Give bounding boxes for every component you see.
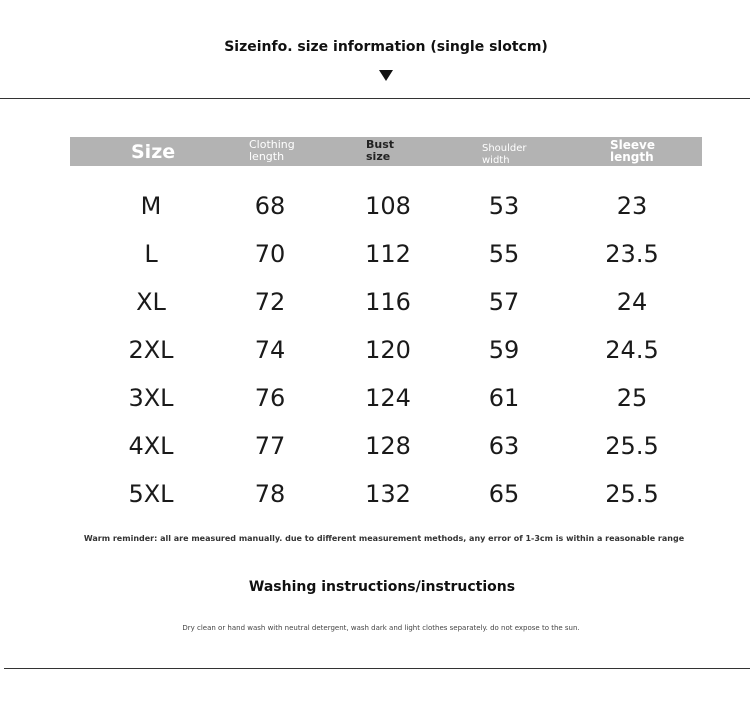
header-bust-size: [366, 139, 394, 168]
table-header: [70, 137, 702, 166]
cell-sleeve-length: 23: [616, 192, 648, 220]
cell-bust-size: 124: [365, 384, 411, 412]
cell-sleeve-length: 24: [616, 288, 648, 316]
cell-size: L: [144, 240, 158, 268]
header-sleeve-length-line1: Sleeve: [610, 138, 655, 152]
cell-clothing-length: 78: [254, 480, 286, 508]
cell-clothing-length: 74: [254, 336, 286, 364]
cell-size: 5XL: [128, 480, 174, 508]
header-sleeve-length: [610, 139, 655, 168]
header-clothing-length-line1: Clothing: [249, 138, 295, 151]
table-row: [70, 479, 702, 509]
header-bust-size-line2: size: [366, 150, 391, 163]
cell-bust-size: 120: [365, 336, 411, 364]
table-row: [70, 335, 702, 365]
cell-shoulder-width: 57: [488, 288, 520, 316]
cell-sleeve-length: 25: [616, 384, 648, 412]
header-shoulder-width-line1: Shoulder: [482, 143, 527, 154]
cell-clothing-length: 68: [254, 192, 286, 220]
cell-clothing-length: 72: [254, 288, 286, 316]
header-bust-size-line1: Bust: [366, 138, 395, 151]
cell-shoulder-width: 61: [488, 384, 520, 412]
cell-size: 4XL: [128, 432, 174, 460]
page-title: Sizeinfo. size information (single slotcm): [224, 39, 548, 55]
header-sleeve-length-line2: length: [610, 150, 654, 164]
cell-sleeve-length: 23.5: [605, 240, 659, 268]
cell-shoulder-width: 59: [488, 336, 520, 364]
cell-sleeve-length: 25.5: [605, 480, 659, 508]
header-clothing-length: [249, 139, 295, 168]
cell-size: XL: [136, 288, 166, 316]
cell-bust-size: 108: [365, 192, 411, 220]
cell-shoulder-width: 55: [488, 240, 520, 268]
table-row: [70, 239, 702, 269]
cell-shoulder-width: 65: [488, 480, 520, 508]
measurement-reminder: Warm reminder: all are measured manually. due to different measurement methods, any error of 1-3cm is within a reasonable range: [83, 534, 685, 543]
down-arrow-icon: [379, 70, 393, 81]
cell-shoulder-width: 53: [488, 192, 520, 220]
cell-size: 3XL: [128, 384, 174, 412]
cell-clothing-length: 77: [254, 432, 286, 460]
top-divider: [0, 98, 750, 99]
cell-sleeve-length: 24.5: [605, 336, 659, 364]
cell-sleeve-length: 25.5: [605, 432, 659, 460]
cell-size: M: [140, 192, 162, 220]
cell-shoulder-width: 63: [488, 432, 520, 460]
header-shoulder-width: [482, 143, 527, 172]
cell-clothing-length: 70: [254, 240, 286, 268]
table-row: [70, 191, 702, 221]
cell-clothing-length: 76: [254, 384, 286, 412]
header-clothing-length-line2: length: [249, 150, 285, 163]
header-shoulder-width-line2: width: [482, 155, 510, 166]
header-size: Size: [131, 141, 176, 163]
bottom-divider: [4, 668, 750, 669]
table-row: [70, 287, 702, 317]
cell-bust-size: 128: [365, 432, 411, 460]
cell-size: 2XL: [128, 336, 174, 364]
washing-title: Washing instructions/instructions: [248, 579, 516, 595]
cell-bust-size: 116: [365, 288, 411, 316]
washing-text: Dry clean or hand wash with neutral detergent, wash dark and light clothes separately. do not expose to the sun.: [182, 624, 580, 632]
cell-bust-size: 132: [365, 480, 411, 508]
table-row: [70, 383, 702, 413]
table-row: [70, 431, 702, 461]
cell-bust-size: 112: [365, 240, 411, 268]
